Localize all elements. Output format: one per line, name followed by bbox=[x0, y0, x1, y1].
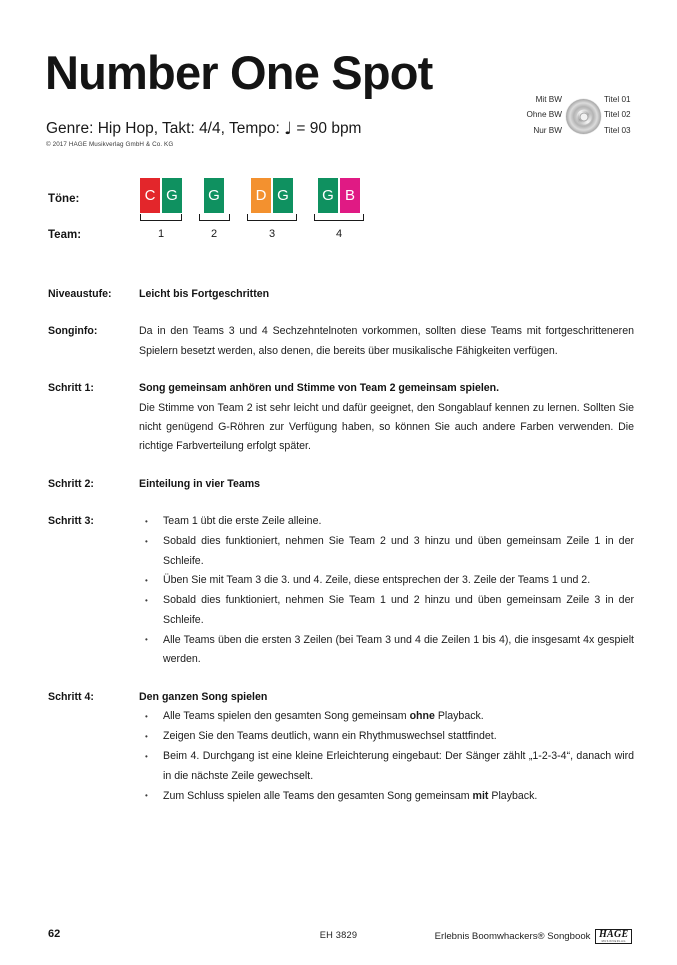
hage-logo bbox=[595, 929, 632, 944]
list-item: • Üben Sie mit Team 3 die 3. und 4. Zeile, diese entsprechen der 3. Zeile der Teams 1 und 2. bbox=[139, 571, 634, 590]
list-item: • Sobald dies funktioniert, nehmen Sie Team 2 und 3 hinzu und üben gemeinsam Zeile 1 in der Schleife. bbox=[139, 532, 634, 571]
song-meta-prefix: Genre: Hip Hop, Takt: 4/4, Tempo: bbox=[46, 120, 285, 137]
section-schritt-4 bbox=[48, 688, 634, 806]
tone-chip-g-team2: G bbox=[204, 178, 224, 213]
list-item bbox=[139, 727, 634, 746]
instructions-body bbox=[48, 285, 634, 806]
tone-row-label: Töne: bbox=[48, 193, 80, 205]
team2-highlight-bracket-icon bbox=[200, 176, 228, 198]
footer-book-title: Erlebnis Boomwhackers® Songbook bbox=[434, 931, 591, 943]
niveaustufe-label: Niveaustufe: bbox=[48, 288, 112, 300]
section-schritt-2 bbox=[48, 475, 634, 494]
tone-chip-c-team1: C bbox=[140, 178, 160, 213]
quarter-note-icon: ♩ bbox=[284, 119, 293, 139]
schritt4-body bbox=[139, 688, 634, 806]
hage-logo-wordmark: HAGE bbox=[598, 929, 629, 940]
schritt2-heading: Einteilung in vier Teams bbox=[139, 477, 261, 490]
hage-logo-tagline: MUSIKVERLAG bbox=[601, 939, 626, 943]
bullet-text: Beim 4. Durchgang ist eine kleine Erleichterung eingebaut: Der Sänger zählt „1-2-3-4“, danach wird in die nächste Zeile gewechselt. bbox=[163, 750, 634, 782]
bullet-text-tail: Playback. bbox=[434, 710, 484, 723]
bullet-text: Zeigen Sie den Teams deutlich, wann ein Rhythmuswechsel stattfindet. bbox=[163, 730, 497, 743]
cd-mode-1: Mit BW bbox=[535, 95, 562, 104]
copyright-notice: © 2017 HAGE Musikverlag GmbH & Co. KG bbox=[46, 141, 174, 148]
tone-chip-b-team4: B bbox=[340, 178, 360, 213]
list-item bbox=[139, 787, 634, 806]
tone-chip-g-team3: G bbox=[273, 178, 293, 213]
song-meta-line bbox=[46, 118, 361, 138]
schritt3-label: Schritt 3: bbox=[48, 515, 94, 528]
cd-track-1: Titel 01 bbox=[604, 95, 631, 104]
footer-publisher-group bbox=[435, 929, 632, 944]
bullet-text: Alle Teams spielen den gesamten Song gemeinsam bbox=[163, 710, 410, 723]
list-item: • Sobald dies funktioniert, nehmen Sie Team 1 und 2 hinzu und üben gemeinsam Zeile 3 in der Schleife. bbox=[139, 591, 634, 630]
tone-chip-g-team1: G bbox=[162, 178, 182, 213]
team-bracket-3 bbox=[247, 214, 297, 221]
list-item bbox=[139, 707, 634, 726]
cd-playback-modes bbox=[512, 92, 562, 138]
schritt2-label: Schritt 2: bbox=[48, 477, 94, 490]
cd-track-3: Titel 03 bbox=[604, 125, 631, 135]
song-meta-suffix: = 90 bpm bbox=[292, 120, 362, 137]
team-number-1: 1 bbox=[157, 228, 165, 240]
team-bracket-2 bbox=[199, 214, 230, 221]
section-songinfo bbox=[48, 322, 634, 361]
songinfo-text: Da in den Teams 3 und 4 Sechzehntelnoten vorkommen, sollten diese Teams mit fortgeschritteneren Spielern besetzt werden, also denen, die bereits über musikalische Fähigkeiten verfügen. bbox=[139, 325, 634, 357]
team-bracket-1 bbox=[140, 214, 182, 221]
bullet-emphasis: mit bbox=[472, 789, 489, 802]
schritt1-heading: Song gemeinsam anhören und Stimme von Team 2 gemeinsam spielen. bbox=[139, 382, 500, 395]
tone-chip-g-team4: G bbox=[318, 178, 338, 213]
list-item: • Alle Teams üben die ersten 3 Zeilen (bei Team 3 und 4 die Zeilen 1 bis 4), die insgesamt 4x gespielt werden. bbox=[139, 631, 634, 670]
section-schritt-1 bbox=[48, 379, 634, 457]
cd-track-2: Titel 02 bbox=[604, 110, 631, 120]
section-niveaustufe bbox=[48, 285, 634, 304]
team-row-label: Team: bbox=[48, 229, 82, 241]
team-bracket-4 bbox=[314, 214, 364, 221]
footer-page-number: 62 bbox=[48, 928, 61, 940]
cd-mode-3: Nur BW bbox=[533, 125, 562, 135]
bullet-emphasis: ohne bbox=[409, 710, 435, 723]
team-number-3: 3 bbox=[268, 228, 276, 240]
schritt1-text: Die Stimme von Team 2 ist sehr leicht und dafür geeignet, den Songablauf kennen zu lernen. Sollten Sie nicht genügend G-Röhren zur Verfügung haben, so können Sie auch andere Farben verwenden. Die richtige Farbverteilung erfolgt später. bbox=[139, 401, 634, 453]
cd-track-legend bbox=[512, 92, 652, 150]
schritt1-body bbox=[139, 379, 634, 457]
cd-disc-icon bbox=[566, 99, 601, 134]
schritt4-bullet-list bbox=[139, 707, 634, 806]
schritt4-heading: Den ganzen Song spielen bbox=[139, 691, 268, 703]
cd-track-numbers bbox=[604, 92, 652, 138]
section-schritt-3 bbox=[48, 512, 634, 670]
cd-mode-2: Ohne BW bbox=[526, 110, 562, 120]
team-number-4: 4 bbox=[335, 228, 343, 240]
schritt3-body bbox=[139, 512, 634, 670]
page-footer bbox=[0, 928, 677, 950]
schritt3-bullet-list bbox=[139, 512, 634, 669]
page-title: Number One Spot bbox=[45, 46, 433, 99]
schritt4-label: Schritt 4: bbox=[48, 691, 94, 703]
songinfo-label: Songinfo: bbox=[48, 325, 98, 338]
tone-chip-d-team3: D bbox=[251, 178, 271, 213]
bullet-text: Zum Schluss spielen alle Teams den gesamten Song gemeinsam bbox=[163, 789, 473, 802]
team-number-2: 2 bbox=[210, 228, 218, 240]
niveaustufe-value: Leicht bis Fortgeschritten bbox=[139, 288, 270, 300]
footer-edition-code: EH 3829 bbox=[319, 930, 358, 940]
schritt1-label: Schritt 1: bbox=[48, 382, 94, 395]
list-item bbox=[139, 747, 634, 786]
bullet-text-tail: Playback. bbox=[488, 789, 538, 802]
list-item: • Team 1 übt die erste Zeile alleine. bbox=[139, 512, 634, 531]
